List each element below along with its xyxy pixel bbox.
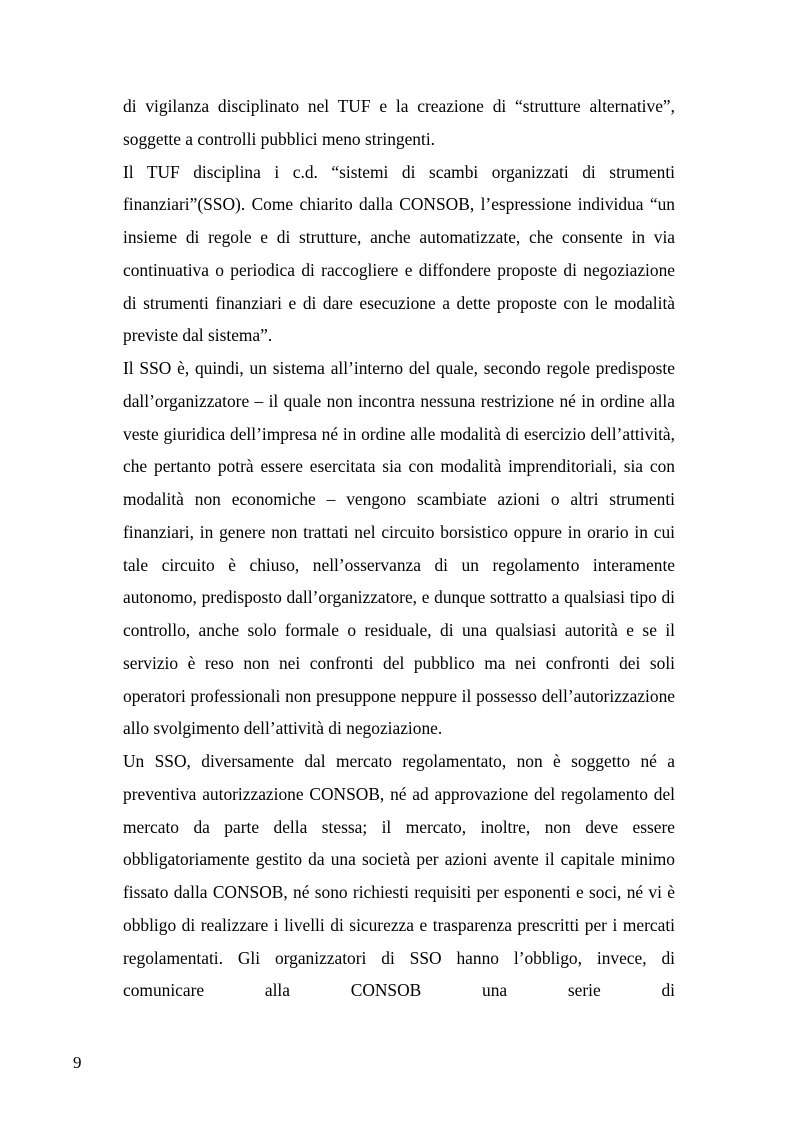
paragraph-4: Un SSO, diversamente dal mercato regolamentato, non è soggetto né a preventiva autorizzazione CONSOB, né ad approvazione del regolamento del mercato da parte della stessa; il mercato, inoltre, non deve essere obbligatoriamente gestito da una società per azioni avente il capitale minimo fissato dalla CONSOB, né sono richiesti requisiti per esponenti e soci, né vi è obbligo di realizzare i livelli di sicurezza e trasparenza prescritti per i mercati regolamentati. Gli organizzatori di SSO hanno l’obbligo, invece, di comunicare alla CONSOB una serie di <box>123 751 675 1001</box>
paragraph-2: Il TUF disciplina i c.d. “sistemi di scambi organizzati di strumenti finanziari”(SSO). Come chiarito dalla CONSOB, l’espressione individua “un insieme di regole e di strutture, anche automatizzate, che consente in via continuativa o periodica di raccogliere e diffondere proposte di negoziazione di strumenti finanziari e di dare esecuzione a dette proposte con le modalità previste dal sistema”. <box>123 161 675 346</box>
body-text <box>123 90 675 1007</box>
paragraph-1: di vigilanza disciplinato nel TUF e la creazione di “strutture alternative”, soggette a controlli pubblici meno stringenti. <box>123 96 675 149</box>
paragraph-3: Il SSO è, quindi, un sistema all’interno del quale, secondo regole predisposte dall’organizzatore – il quale non incontra nessuna restrizione né in ordine alla veste giuridica dell’impresa né in ordine alle modalità di esercizio dell’attività, che pertanto potrà essere esercitata sia con modalità imprenditoriali, sia con modalità non economiche – vengono scambiate azioni o altri strumenti finanziari, in genere non trattati nel circuito borsistico oppure in orario in cui tale circuito è chiuso, nell’osservanza di un regolamento interamente autonomo, predisposto dall’organizzatore, e dunque sottratto a qualsiasi tipo di controllo, anche solo formale o residuale, di una qualsiasi autorità e se il servizio è reso non nei confronti del pubblico ma nei confronti dei soli operatori professionali non presuppone neppure il possesso dell’autorizzazione allo svolgimento dell’attività di negoziazione. <box>123 358 675 739</box>
page-number: 9 <box>73 1053 82 1072</box>
